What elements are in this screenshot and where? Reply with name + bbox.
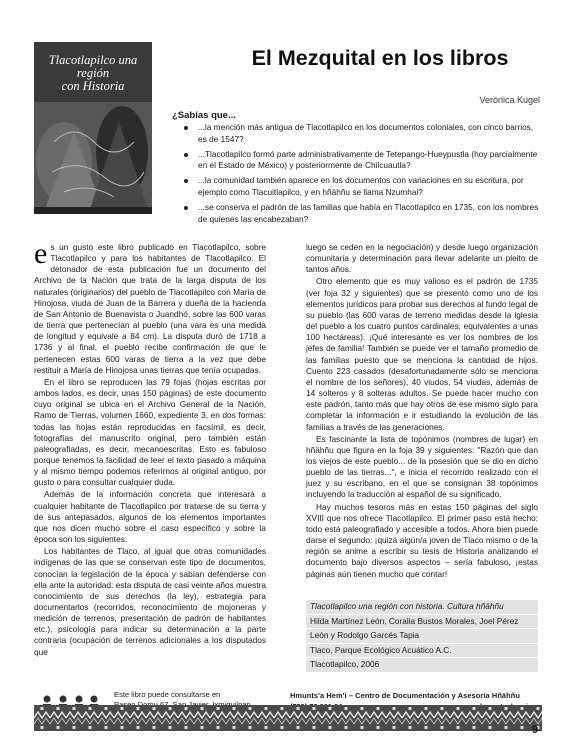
sabias-list (188, 122, 544, 229)
body-column-right (306, 242, 538, 580)
footer-organization: Hmunts'a Hem'i – Centro de Documentación y Asesoría Hñähñu (290, 691, 520, 700)
body-paragraph: Los habitantes de Tlaco, al igual que otras comunidades indígenas de las que se conservan este tipo de documentos, conocían la legislación de la época y sabían defenderse con ella ante la autoridad: esta disputa de casi veinte años muestra conocimiento de sus derechos (la ley), estrategia para documentarlos (recorridos, reconocimiento de mojoneras y medición de terrenos, presentación de padrón de habitantes etc.), psicología para indicar su determinación a la parte contraria (ocupación de terrenos adicionales a los disputados que (34, 546, 266, 657)
body-paragraph (34, 237, 266, 376)
page-number: 9 (532, 724, 539, 736)
sabias-item-text: ...Tlacotlapilco formó parte administrativamente de Tetepango-Hueypustla (hoy parcialmente en el Estado de México) y posteriormente de Chilcuautla? (198, 148, 538, 171)
sabias-item (188, 202, 544, 225)
footer-pattern-bar (34, 705, 542, 731)
body-paragraph: Otro elemento que es muy valioso es el padrón de 1735 (ver foja 32 y siguientes) que se presentó como uno de los elementos jurídicos para probar sus derechos al fundo legal de su pueblo (las 600 varas de terreno medidas desde la iglesia del pueblo a los cuatro puntos cardinales, equivalentes a unas 100 hectáreas). ¡Qué interesante es ver los nombres de los jefes de familia! También se puede ver el tamaño promedio de las familias puesto que se menciona la cantidad de hijos. Cuento 223 casados (desafortunadamente sólo se menciona el nombre de los señores), 40 viudos, 54 viudas, además de 14 solteros y 8 solteras adultos. Se puede hacer mucho con este padrón, tanto más que hay otros de ese mismo siglo para completar la información e ir estudiando la evolución de las familias a través de las generaciones. (306, 276, 538, 432)
footer-pattern-band (34, 705, 542, 731)
body-paragraph: Es fascinante la lista de topónimos (nombres de lugar) en hñähñu que figura en la foja 39 y siguientes: "Razón que dan los viejos de este pueblo... de la posesión que se dio en dicho pueblo de las tierras...", e inicia el recorrido realizado con el juez y su escribano, en el que se consignan 38 topónimos incluyendo la traducción al español de su significado. (306, 433, 538, 500)
sabias-item-text: ...la mención más antigua de Tlacotlapilco en los documentos coloniales, con cinco barrios, es de 1547? (198, 122, 534, 144)
body-paragraph: luego se ceden en la negociación) y desde luego organización comunitaria y determinación para llevar adelante un pleito de tantos años. (306, 242, 538, 275)
article-title: El Mezquital en los libros (251, 46, 509, 70)
bullet-icon (184, 153, 188, 157)
cover-title-line: con Historia (61, 79, 125, 93)
bullet-icon (184, 206, 188, 210)
reference-authors: León y Rodolgo Garcés Tapia (306, 629, 538, 644)
sabias-item (188, 149, 544, 172)
sabias-item-text: ...la comunidad también aparece en los documentos con variaciones en su escritura, por ejemplo como Tlacuitlapilco, y en hñähñu se llama Nzumhai? (198, 175, 524, 197)
sabias-heading: ¿Sabías que... (172, 110, 236, 121)
body-paragraph: Hay muchos tesoros más en estas 150 páginas del siglo XVIII que nos ofrece Tlacotlapilco. El primer paso está hecho: todo está paleografiado y accesible a todos. Ahora bien puede darse el segundo: ¡quizá algún/a joven de Tlaco mismo o de la región se anime a escribir su tesis de Historia analizando el documento bajo diversos aspectos – sería fabuloso, ¡estas páginas aún tienen mucho que contar! (306, 501, 538, 579)
body-column-left (34, 237, 266, 658)
reference-title: Tlacotlapilco una región con historia. Cultura hñähñu (306, 600, 538, 615)
sabias-item (188, 122, 544, 145)
body-paragraph: Además de la información concreta que interesará a cualquier habitante de Tlacotlapilco por tratarse de su tierra y de sus antepasados, algunos de los elementos importantes que nos dicen mucho sobre el caso específico y sobre la época son los siguientes: (34, 489, 266, 545)
bullet-icon (184, 179, 188, 183)
book-reference-box (306, 600, 538, 673)
sabias-item-text: ...se conserva el padrón de las familias que había en Tlacotlapilco en 1735, con los nombres de quienes las encabezaban? (198, 202, 539, 224)
reference-publisher: Tlaco, Parque Ecológico Acuático A.C. (306, 644, 538, 659)
cover-title (40, 54, 146, 93)
paragraph-text: s un gusto este libro publicado en Tlacotlapilco, sobre Tlacotlapilco y para los habitantes de Tlacotlapilco. El detonador de esta publicación fue un documento del Archivo de la Nación que trata de la larga disputa de los naturales (originarios) del pueblo de Tlacotlapilco con María de Hinojosa, viuda de Juan de la Barrera y dueña de la hacienda de San Antonio de Buenavista o Juandhó, sobre las 600 varas de tierra que pertenecían al pueblo (una vara es una medida de longitud y equivale a 84 cm). La disputa duró de 1718 a 1736 y al final, el pueblo recibe confirmación de que le pertenecen estas 600 varas de tierra a la vez que debe restituir a María de Hinojosa unas tierras que tenía ocupadas. (34, 242, 266, 375)
reference-authors: Hilda Martínez León, Coralia Bustos Morales, Joel Pérez (306, 615, 538, 630)
drop-cap: e (34, 237, 48, 270)
cover-title-line: región (76, 66, 110, 80)
sabias-item (188, 175, 544, 198)
body-paragraph: En el libro se reproducen las 79 fojas (hojas escritas por ambos lados, es decir, unas 150 páginas) de este documento cuyo original se ubica en el Archivo General de la Nación, Ramo de Tierras, volumen 1660, expediente 3, en dos formas: todas las hojas están reproducidas en facsímil, es decir, fotografías del manuscrito original, pero también están paleografiadas, es decir, mecanoescritas. Esto es fabuloso porque tenemos la facilidad de leer el texto pasado a máquina y al mismo tiempo podemos referirnos al original antiguo, por gusto o para consultar cualquier duda. (34, 376, 266, 488)
book-cover-image (34, 42, 152, 214)
author-name: Verónica Kugel (479, 95, 540, 105)
cover-title-line: Tlacotlapilco una (48, 53, 138, 67)
bullet-icon (184, 126, 188, 130)
footer-consult-line: Este libro puede consultarse en (114, 690, 221, 699)
reference-place-year: Tlacotlapilco, 2006 (306, 658, 538, 673)
